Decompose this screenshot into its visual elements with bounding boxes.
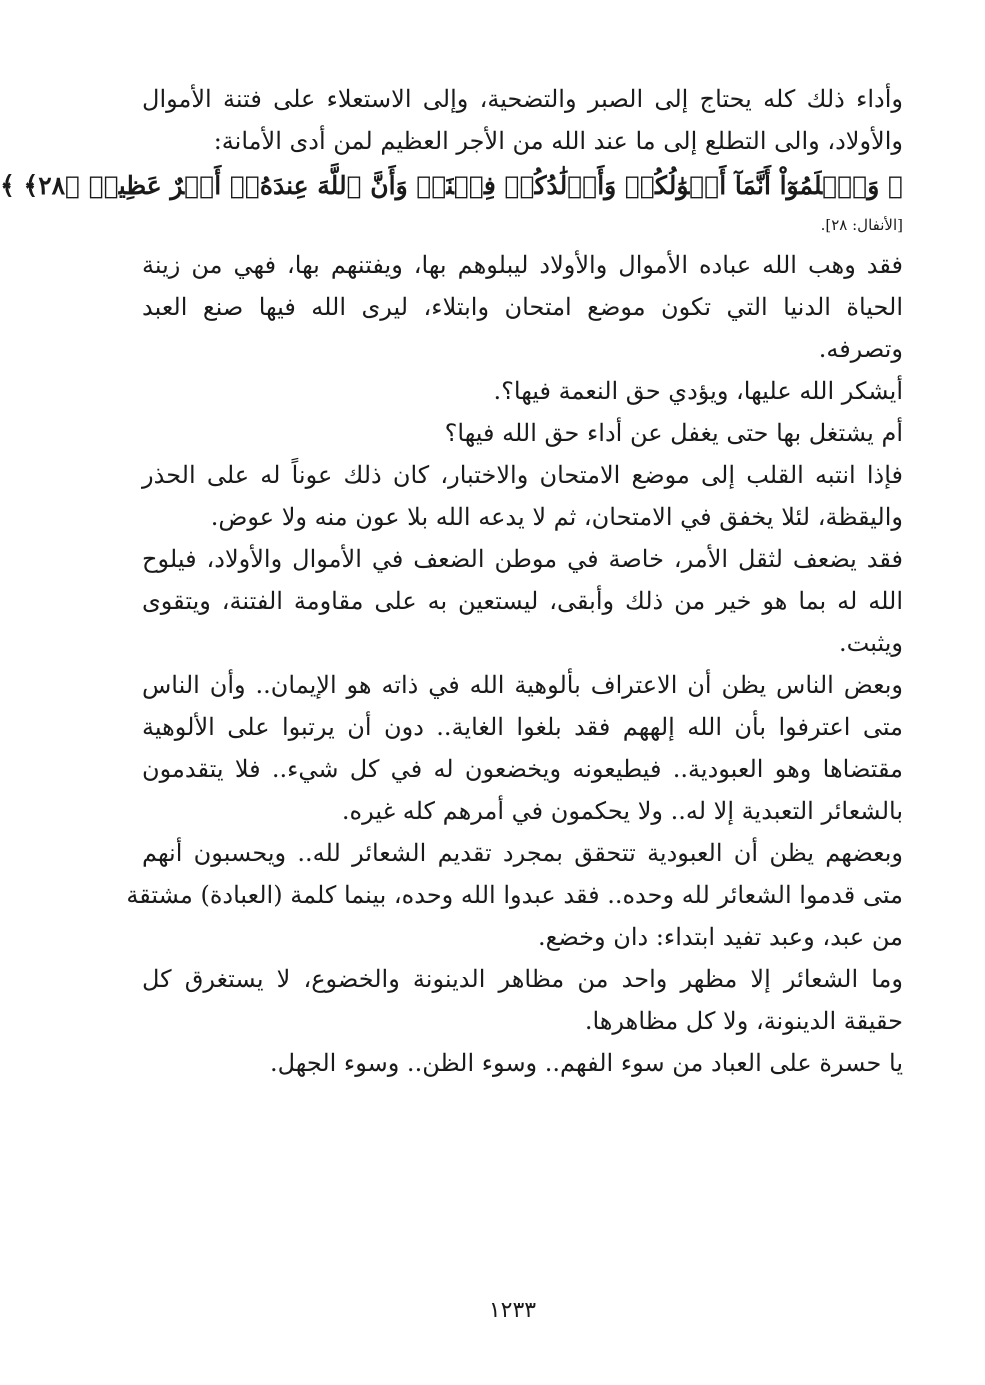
text-line: أم يشتغل بها حتى يغفل عن أداء حق الله فيها؟ — [444, 419, 903, 447]
text-line: فقد وهب الله عباده الأموال والأولاد ليبلوهم بها، ويفتنهم بها، فهي من زينة — [142, 251, 903, 279]
paragraph — [142, 454, 903, 538]
page-number: ١٢٣٣ — [488, 1298, 537, 1323]
text-line: وتصرفه. — [818, 335, 903, 363]
text-line: وأداء ذلك كله يحتاج إلى الصبر والتضحية، وإلى الاستعلاء على فتنة الأموال — [142, 85, 903, 113]
paragraph — [142, 958, 903, 1042]
text-line: فإذا انتبه القلب إلى موضع الامتحان والاختبار، كان ذلك عوناً له على الحذر — [142, 461, 903, 489]
paragraph — [126, 832, 903, 958]
text-line: وبعض الناس يظن أن الاعتراف بألوهية الله في ذاته هو الإيمان.. وأن الناس — [142, 671, 903, 699]
paragraph-intro — [142, 78, 903, 162]
text-line: والأولاد، والى التطلع إلى ما عند الله من الأجر العظيم لمن أدى الأمانة: — [213, 127, 903, 155]
text-line: حقيقة الدينونة، ولا كل مظاهرها. — [584, 1007, 903, 1035]
text-line: الله له بما هو خير من ذلك وأبقى، ليستعين به على مقاومة الفتنة، ويتقوى — [142, 587, 903, 615]
paragraph — [142, 538, 903, 664]
text-line: يا حسرة على العباد من سوء الفهم.. وسوء الظن.. وسوء الجهل. — [269, 1049, 903, 1077]
text-line: فقد يضعف لثقل الأمر، خاصة في موطن الضعف في الأموال والأولاد، فيلوح — [142, 545, 903, 573]
paragraph — [142, 664, 903, 832]
text-line: أيشكر الله عليها، ويؤدي حق النعمة فيها؟. — [493, 377, 903, 405]
text-line: متى قدموا الشعائر لله وحده.. فقد عبدوا الله وحده، بينما كلمة (العبادة) مشتقة — [126, 881, 903, 909]
text-line: من عبد، وعبد تفيد ابتداء: دان وخضع. — [537, 923, 903, 951]
quran-verse-block — [0, 162, 903, 244]
quran-verse: ﴿ وَٱعۡلَمُوٓاْ أَنَّمَآ أَمۡوَٰلُكُمۡ وَأَوۡلَٰدُكُمۡ فِتۡنَةٞ وَأَنَّ ٱللَّهَ عِندَهُۥٓ أَجۡرٌ عَظِيمٞ ﴿٢٨﴾ ﴾ — [0, 171, 903, 200]
text-line: بالشعائر التعبدية إلا له.. ولا يحكمون في أمرهم كله غيره. — [341, 797, 903, 825]
text-line: الحياة الدنيا التي تكون موضع امتحان وابتلاء، ليرى الله فيها صنع العبد — [142, 293, 903, 321]
page-body — [0, 78, 904, 1084]
paragraph — [142, 370, 903, 412]
text-line: مقتضاها وهو العبودية.. فيطيعونه ويخضعون له في كل شيء.. فلا يتقدمون — [142, 755, 904, 783]
paragraph — [142, 412, 903, 454]
text-line: متى اعترفوا بأن الله إلههم فقد بلغوا الغاية.. دون أن يرتبوا على الألوهية — [142, 713, 903, 741]
text-line: وما الشعائر إلا مظهر واحد من مظاهر الدينونة والخضوع، لا يستغرق كل — [142, 965, 903, 993]
text-line: وبعضهم يظن أن العبودية تتحقق بمجرد تقديم الشعائر لله.. ويحسبون أنهم — [142, 839, 903, 867]
text-line: واليقظة، لئلا يخفق في الامتحان، ثم لا يدعه الله بلا عون منه ولا عوض. — [210, 503, 903, 531]
paragraph — [142, 1042, 903, 1084]
text-line: ويثبت. — [839, 629, 903, 657]
verse-reference: [الأنفال: ٢٨]. — [820, 216, 903, 234]
paragraph — [142, 244, 903, 370]
